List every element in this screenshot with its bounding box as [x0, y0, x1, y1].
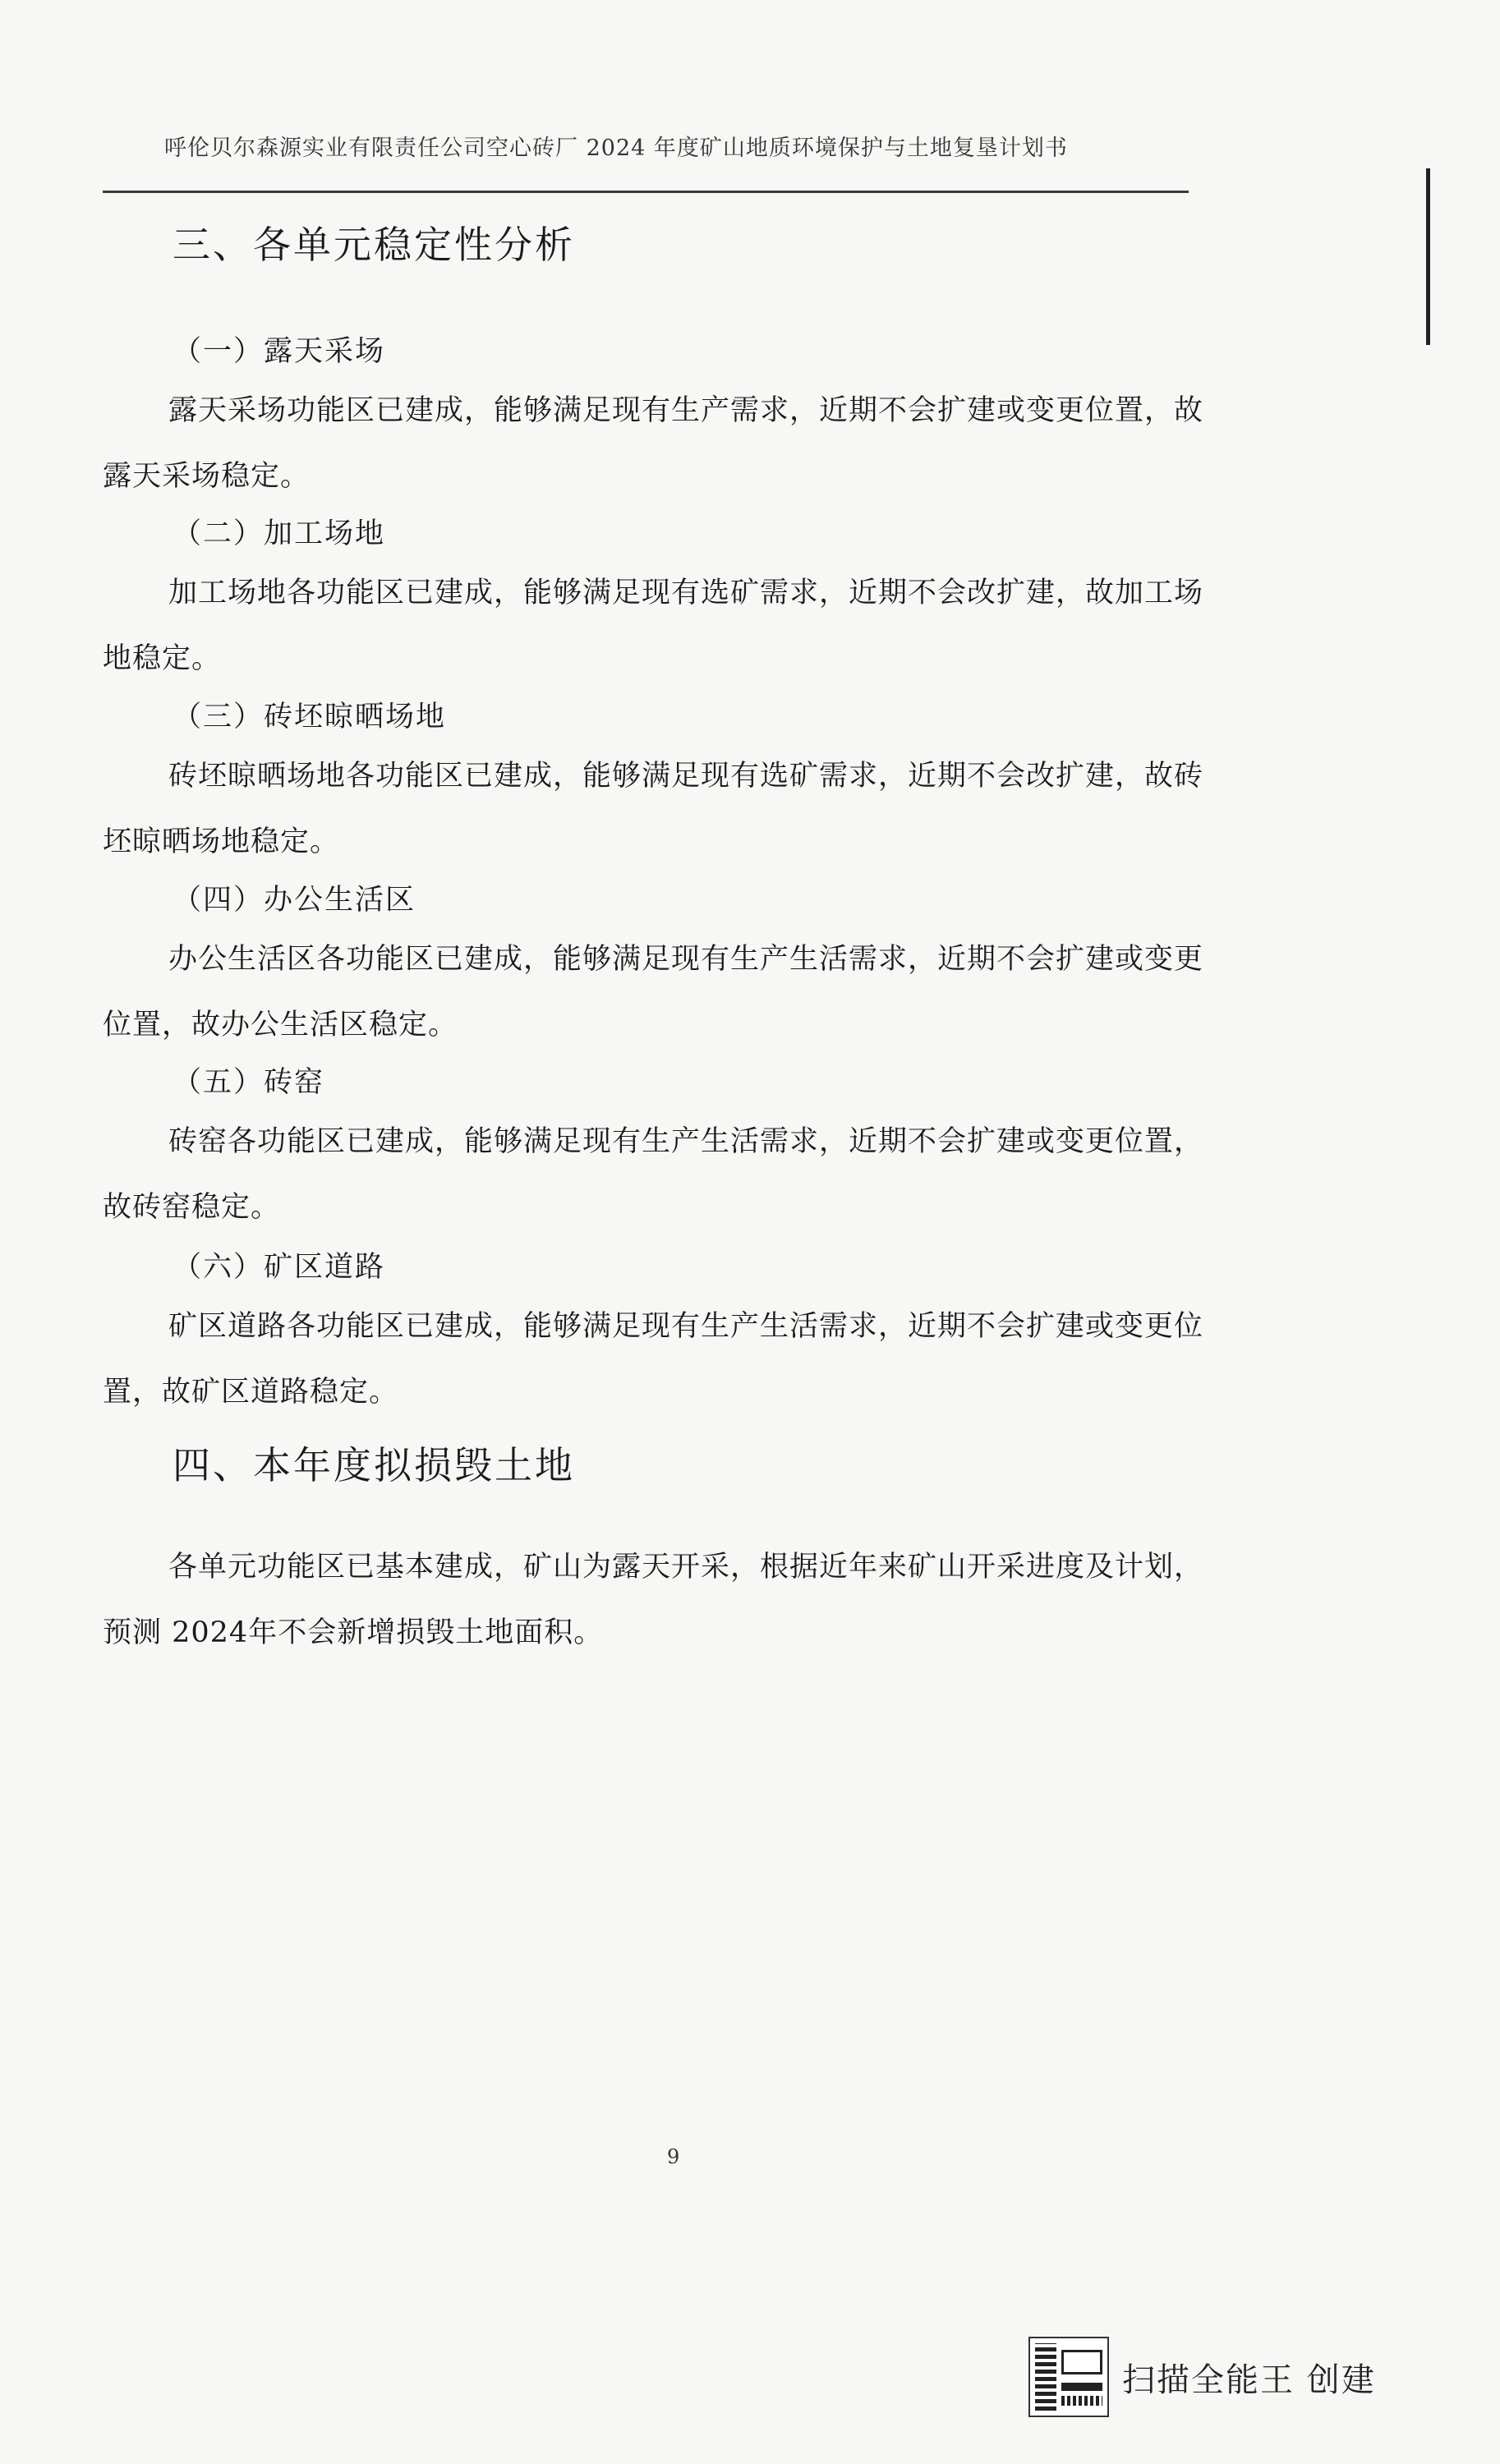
- subsection-1-paragraph: 露天采场功能区已建成，能够满足现有生产需求，近期不会扩建或变更位置，故露天采场稳定。: [103, 394, 1204, 493]
- camscanner-logo-icon: [1028, 2337, 1109, 2417]
- section-4-heading: 四、本年度拟损毁土地: [173, 1443, 575, 1487]
- scan-edge-mark: [1426, 168, 1430, 345]
- subsection-2-paragraph: 加工场地各功能区已建成，能够满足现有选矿需求，近期不会改扩建，故加工场地稳定。: [103, 577, 1204, 675]
- running-header: 呼伦贝尔森源实业有限责任公司空心砖厂 2024 年度矿山地质环境保护与土地复垦计划书: [164, 136, 1068, 161]
- subsection-6-heading: （六）矿区道路: [173, 1251, 386, 1284]
- subsection-3-heading: （三）砖坯晾晒场地: [173, 701, 447, 733]
- subsection-4-heading: （四）办公生活区: [173, 884, 416, 917]
- page-number: 9: [667, 2145, 680, 2168]
- subsection-6-paragraph: 矿区道路各功能区已建成，能够满足现有生产生活需求，近期不会扩建或变更位置，故矿区道路稳定。: [103, 1310, 1204, 1409]
- watermark-text: 扫描全能王 创建: [1122, 2361, 1376, 2399]
- section-3-heading: 三、各单元稳定性分析: [173, 223, 575, 267]
- subsection-3-paragraph: 砖坯晾晒场地各功能区已建成，能够满足现有选矿需求，近期不会改扩建，故砖坯晾晒场地稳定。: [103, 760, 1204, 858]
- scanner-watermark: [1028, 2337, 1376, 2417]
- subsection-5-paragraph: 砖窑各功能区已建成，能够满足现有生产生活需求，近期不会扩建或变更位置，故砖窑稳定。: [103, 1125, 1204, 1224]
- subsection-2-heading: （二）加工场地: [173, 517, 386, 550]
- subsection-4-paragraph: 办公生活区各功能区已建成，能够满足现有生产生活需求，近期不会扩建或变更位置，故办公生活区稳定。: [103, 943, 1204, 1041]
- subsection-5-heading: （五）砖窑: [173, 1066, 325, 1099]
- section-4-paragraph: 各单元功能区已基本建成，矿山为露天开采，根据近年来矿山开采进度及计划，预测 2024年不会新增损毁土地面积。: [103, 1551, 1204, 1649]
- header-rule: [103, 191, 1189, 193]
- subsection-1-heading: （一）露天采场: [173, 335, 386, 368]
